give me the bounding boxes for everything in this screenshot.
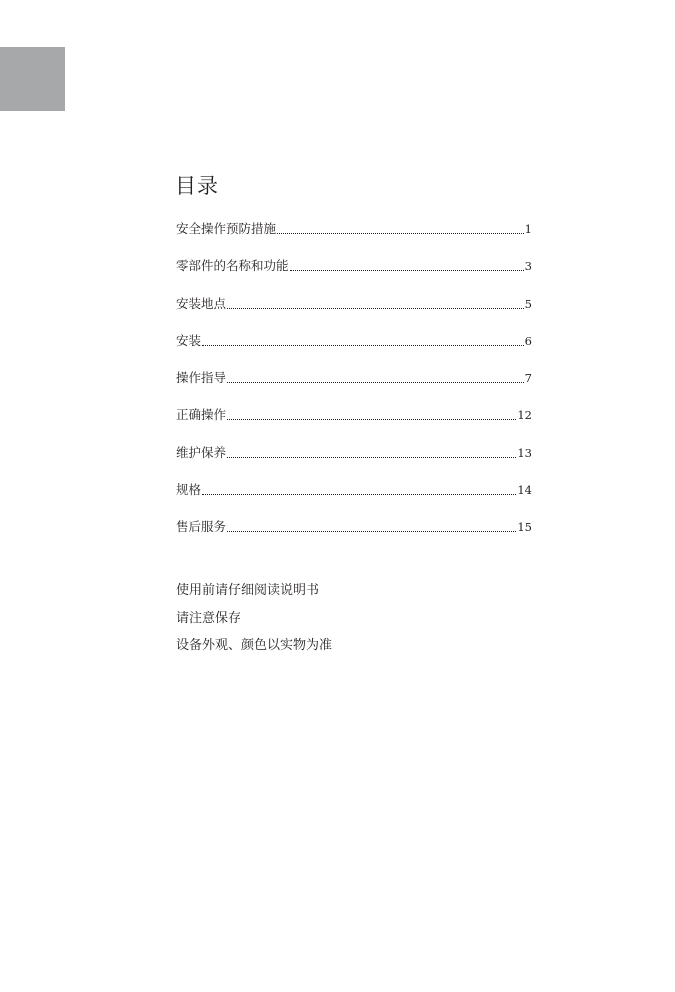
toc-entry-page: 12 bbox=[517, 408, 532, 423]
toc-entry bbox=[176, 221, 532, 258]
usage-notes bbox=[176, 577, 536, 660]
toc-entry bbox=[176, 519, 532, 556]
toc-entry bbox=[176, 333, 532, 370]
toc-entry-label: 安装 bbox=[176, 332, 202, 348]
toc-entry-label: 售后服务 bbox=[176, 519, 227, 535]
toc-entry-label: 操作指导 bbox=[176, 370, 227, 386]
toc-entry-label: 维护保养 bbox=[176, 444, 227, 460]
toc-entry-page: 14 bbox=[517, 483, 532, 498]
toc-dot-leader bbox=[227, 308, 524, 309]
corner-tab bbox=[0, 47, 65, 111]
toc-entry bbox=[176, 296, 532, 333]
toc-entry bbox=[176, 482, 532, 519]
toc-dot-leader bbox=[227, 382, 524, 383]
toc-entry-label: 正确操作 bbox=[176, 407, 227, 423]
toc-entry-page: 5 bbox=[524, 296, 532, 311]
toc-dot-leader bbox=[227, 531, 516, 532]
table-of-contents bbox=[176, 221, 532, 557]
toc-dot-leader bbox=[202, 494, 516, 495]
toc-entry-label: 规格 bbox=[176, 482, 202, 498]
toc-entry bbox=[176, 445, 532, 482]
toc-dot-leader bbox=[227, 419, 516, 420]
toc-dot-leader bbox=[227, 457, 516, 458]
toc-entry-label: 零部件的名称和功能 bbox=[176, 258, 289, 274]
toc-entry bbox=[176, 258, 532, 295]
toc-entry-label: 安装地点 bbox=[176, 295, 227, 311]
page-title: 目录 bbox=[175, 174, 219, 198]
toc-entry-label: 安全操作预防措施 bbox=[176, 221, 277, 236]
toc-entry bbox=[176, 407, 532, 444]
toc-entry-page: 3 bbox=[524, 259, 532, 274]
toc-entry bbox=[176, 370, 532, 407]
toc-entry-page: 13 bbox=[517, 445, 532, 460]
toc-entry-page: 15 bbox=[517, 520, 532, 535]
toc-dot-leader bbox=[277, 233, 524, 234]
toc-dot-leader bbox=[290, 270, 524, 271]
note-appearance: 设备外观、颜色以实物为准 bbox=[176, 638, 333, 653]
note-read-manual: 使用前请仔细阅读说明书 bbox=[176, 583, 320, 598]
note-keep-safe: 请注意保存 bbox=[176, 610, 242, 626]
toc-entry-page: 7 bbox=[524, 371, 532, 386]
toc-entry-page: 1 bbox=[524, 222, 532, 236]
toc-entry-page: 6 bbox=[524, 333, 532, 348]
toc-dot-leader bbox=[202, 345, 524, 346]
